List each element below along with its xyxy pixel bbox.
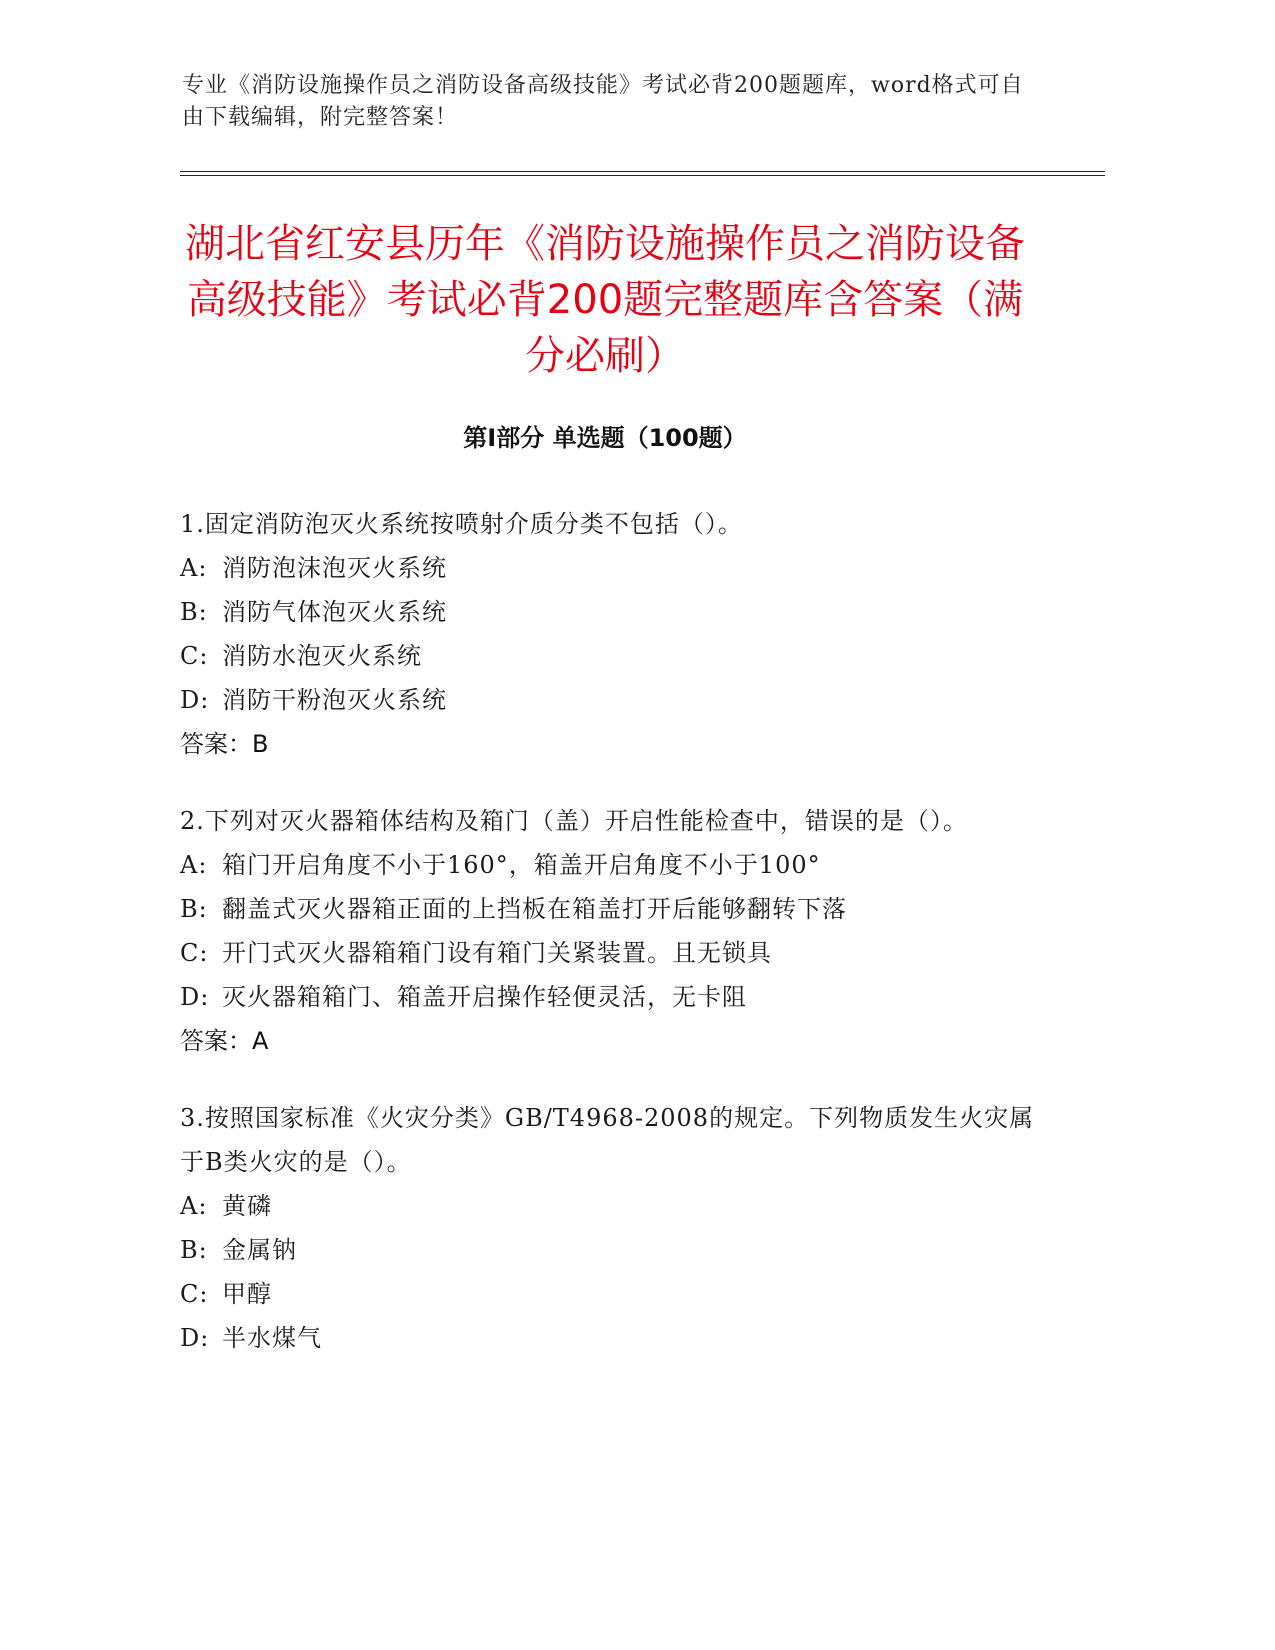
document-title: 湖北省红安县历年《消防设施操作员之消防设备高级技能》考试必背200题完整题库含答案（满分必刷） <box>185 221 1025 379</box>
option-text: 金属钠 <box>222 1236 297 1264</box>
option-text: 消防水泡灭火系统 <box>222 642 422 670</box>
option-text: 黄磷 <box>222 1192 272 1220</box>
option-c <box>180 634 1040 678</box>
option-b <box>180 590 1040 634</box>
option-b <box>180 887 1040 931</box>
question-stem: 2.下列对灭火器箱体结构及箱门（盖）开启性能检查中，错误的是（）。 <box>180 807 968 835</box>
option-letter: A: <box>180 1192 208 1220</box>
question-1 <box>180 502 1040 766</box>
option-letter: D: <box>180 686 210 714</box>
option-d <box>180 1316 1040 1360</box>
header-note: 专业《消防设施操作员之消防设备高级技能》考试必背200题题库，word格式可自由下载编辑，附完整答案！ <box>182 73 1024 130</box>
option-text: 箱门开启角度不小于160°，箱盖开启角度不小于100° <box>222 851 821 879</box>
option-text: 翻盖式灭火器箱正面的上挡板在箱盖打开后能够翻转下落 <box>222 895 847 923</box>
option-a <box>180 546 1040 590</box>
option-letter: B: <box>180 1236 208 1264</box>
option-letter: A: <box>180 554 208 582</box>
option-letter: C: <box>180 1280 209 1308</box>
option-letter: C: <box>180 642 209 670</box>
option-d <box>180 678 1040 722</box>
option-letter: D: <box>180 983 210 1011</box>
option-d <box>180 975 1040 1019</box>
section-title: 第I部分 单选题（100题） <box>463 424 747 452</box>
option-letter: A: <box>180 851 208 879</box>
header-divider-bottom <box>180 175 1105 176</box>
question-3 <box>180 1096 1040 1360</box>
option-b <box>180 1228 1040 1272</box>
answer-line: 答案：A <box>180 1027 269 1055</box>
option-text: 甲醇 <box>222 1280 272 1308</box>
option-a <box>180 843 1040 887</box>
header-divider-top <box>180 171 1105 172</box>
option-text: 消防干粉泡灭火系统 <box>222 686 447 714</box>
question-list <box>180 502 1040 1393</box>
question-stem: 1.固定消防泡灭火系统按喷射介质分类不包括（）。 <box>180 510 743 538</box>
option-c <box>180 1272 1040 1316</box>
option-text: 消防气体泡灭火系统 <box>222 598 447 626</box>
option-text: 半水煤气 <box>222 1324 322 1352</box>
answer-line: 答案：B <box>180 730 269 758</box>
option-letter: B: <box>180 598 208 626</box>
question-stem: 3.按照国家标准《火灾分类》GB/T4968-2008的规定。下列物质发生火灾属于B类火灾的是（）。 <box>180 1104 1035 1176</box>
option-letter: C: <box>180 939 209 967</box>
question-2 <box>180 799 1040 1063</box>
option-a <box>180 1184 1040 1228</box>
option-text: 开门式灭火器箱箱门设有箱门关紧装置。且无锁具 <box>222 939 772 967</box>
option-c <box>180 931 1040 975</box>
option-letter: D: <box>180 1324 210 1352</box>
option-text: 消防泡沫泡灭火系统 <box>222 554 447 582</box>
option-letter: B: <box>180 895 208 923</box>
option-text: 灭火器箱箱门、箱盖开启操作轻便灵活，无卡阻 <box>222 983 747 1011</box>
